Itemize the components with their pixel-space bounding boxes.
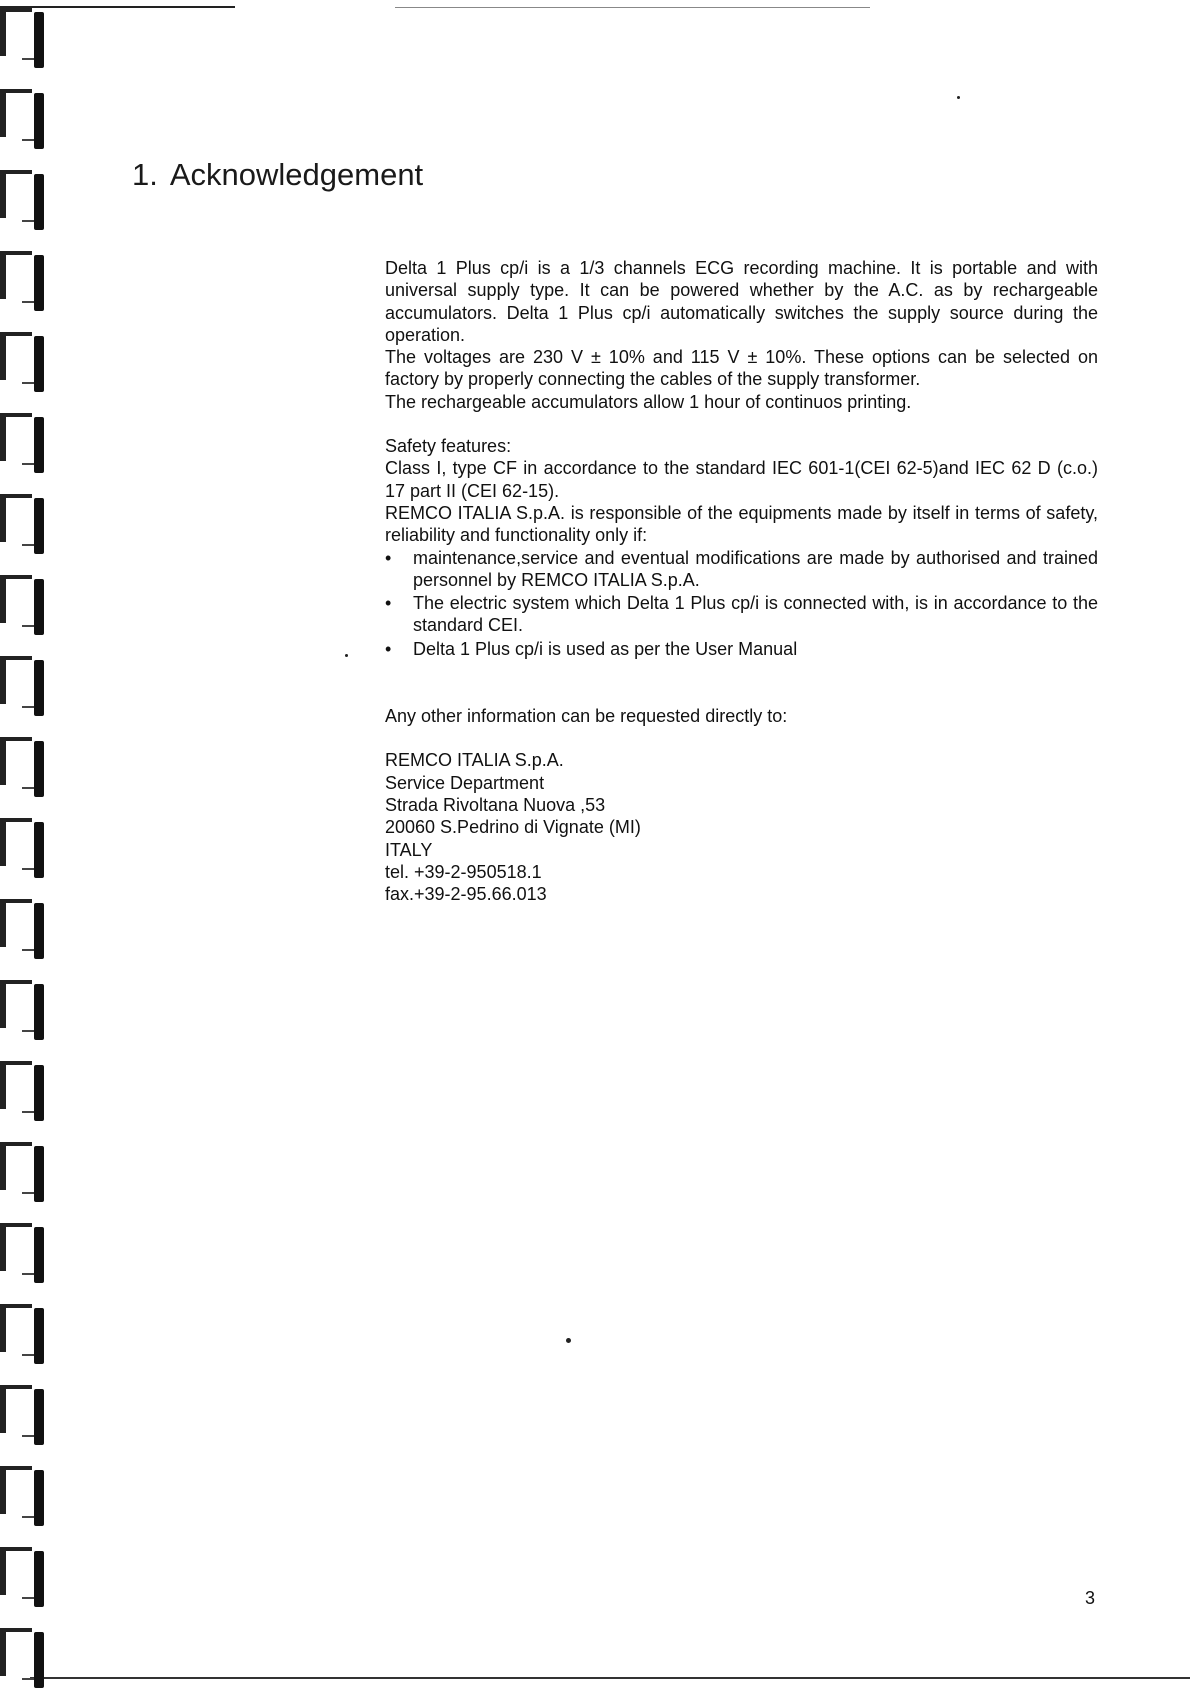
binding-ring (0, 656, 48, 716)
binding-ring-stub (0, 903, 6, 947)
binding-ring-bar (34, 579, 44, 635)
binding-ring-tick (22, 787, 34, 789)
binding-ring-bar (34, 822, 44, 878)
binding-ring-bar (34, 1632, 44, 1688)
intro-paragraph-2: The voltages are 230 V ± 10% and 115 V ± 10%. These options can be selected on factory by properly connecting the cables of the supply transformer. (385, 347, 1098, 390)
safety-label: Safety features: (385, 436, 512, 457)
binding-ring-tick (22, 1111, 34, 1113)
binding-ring-tick (22, 544, 34, 546)
intro-paragraph-3: The rechargeable accumulators allow 1 hour of continuos printing. (385, 391, 912, 412)
binding-ring-stub (0, 255, 6, 299)
page-heading (132, 157, 423, 193)
binding-ring-tick (22, 1516, 34, 1518)
binding-ring (0, 1223, 48, 1283)
binding-ring (0, 1628, 48, 1688)
binding-ring-bar (34, 1227, 44, 1283)
binding-ring-tick (22, 1678, 34, 1680)
binding-ring-stub (0, 12, 6, 56)
scan-line-bottom (30, 1677, 1190, 1679)
binding-ring-tick (22, 1597, 34, 1599)
binding-ring (0, 899, 48, 959)
binding-ring-bar (34, 93, 44, 149)
binding-ring-stub (0, 336, 6, 380)
binding-ring-bar (34, 660, 44, 716)
list-item: • Delta 1 Plus cp/i is used as per the User Manual (385, 638, 798, 659)
page-number: 3 (1085, 1588, 1096, 1608)
binding-ring-bar (34, 12, 44, 68)
scan-speck (566, 1338, 571, 1343)
binding-ring-bar (34, 1146, 44, 1202)
binding-ring-tick (22, 1192, 34, 1194)
binding-ring (0, 1547, 48, 1607)
binding-ring-stub (0, 1389, 6, 1433)
binding-ring (0, 1061, 48, 1121)
binding-ring-bar (34, 255, 44, 311)
binding-ring-stub (0, 417, 6, 461)
contact-address (385, 749, 1098, 905)
list-item: • maintenance,service and eventual modifications are made by authorised and trained personnel by REMCO ITALIA S.p.A. (385, 547, 1098, 590)
binding-ring-bar (34, 1551, 44, 1607)
bullet-icon: • (385, 547, 392, 568)
binding-ring (0, 8, 48, 68)
address-line: 20060 S.Pedrino di Vignate (MI) (385, 817, 641, 838)
binding-ring (0, 1304, 48, 1364)
binding-ring-tick (22, 949, 34, 951)
binding-ring-bar (34, 1308, 44, 1364)
main-content (385, 257, 1098, 905)
binding-ring-bar (34, 903, 44, 959)
binding-ring (0, 413, 48, 473)
address-line: ITALY (385, 839, 433, 860)
binding-ring-tick (22, 706, 34, 708)
binding-ring (0, 89, 48, 149)
heading-number: 1. (132, 156, 158, 192)
binding-ring-stub (0, 93, 6, 137)
binding-ring (0, 332, 48, 392)
binding-ring-tick (22, 382, 34, 384)
binding-ring (0, 980, 48, 1040)
binding-ring-stub (0, 741, 6, 785)
binding-ring (0, 575, 48, 635)
binding-ring (0, 494, 48, 554)
binding-ring-stub (0, 1227, 6, 1271)
scan-line-top-right (395, 7, 870, 8)
binding-ring-bar (34, 174, 44, 230)
scan-speck (957, 96, 960, 99)
safety-responsibility: REMCO ITALIA S.p.A. is responsible of the equipments made by itself in terms of safety, reliability and functionality only if: (385, 502, 1098, 546)
binding-ring-tick (22, 58, 34, 60)
binding-ring-tick (22, 1273, 34, 1275)
binding-ring-bar (34, 417, 44, 473)
spiral-binding (0, 0, 50, 1688)
binding-ring-stub (0, 174, 6, 218)
binding-ring (0, 737, 48, 797)
binding-ring-stub (0, 498, 6, 542)
address-line: Service Department (385, 772, 545, 793)
binding-ring (0, 170, 48, 230)
intro-paragraph-1: Delta 1 Plus cp/i is a 1/3 channels ECG recording machine. It is portable and with universal supply type. It can be powered whether by the A.C. as by rechargeable accumulators. Delta 1 Plus cp/i automatically switches the supply source during the operation. (385, 258, 1098, 345)
binding-ring-tick (22, 1435, 34, 1437)
binding-ring (0, 1385, 48, 1445)
binding-ring-stub (0, 1308, 6, 1352)
binding-ring-bar (34, 336, 44, 392)
binding-ring-stub (0, 1551, 6, 1595)
binding-ring-bar (34, 1389, 44, 1445)
binding-ring-tick (22, 301, 34, 303)
address-line: tel. +39-2-950518.1 (385, 861, 542, 882)
binding-ring-bar (34, 1470, 44, 1526)
binding-ring-bar (34, 741, 44, 797)
contact-intro: Any other information can be requested directly to: (385, 706, 788, 727)
binding-ring-bar (34, 984, 44, 1040)
binding-ring-stub (0, 1470, 6, 1514)
binding-ring (0, 1142, 48, 1202)
binding-ring-stub (0, 1065, 6, 1109)
scan-speck (345, 654, 348, 657)
binding-ring-bar (34, 1065, 44, 1121)
address-line: Strada Rivoltana Nuova ,53 (385, 794, 606, 815)
binding-ring-tick (22, 625, 34, 627)
binding-ring-stub (0, 822, 6, 866)
binding-ring-stub (0, 1632, 6, 1676)
binding-ring-tick (22, 139, 34, 141)
safety-conditions-list (385, 547, 1098, 660)
binding-ring-tick (22, 463, 34, 465)
address-line: REMCO ITALIA S.p.A. (385, 750, 564, 771)
binding-ring-tick (22, 1030, 34, 1032)
binding-ring-tick (22, 1354, 34, 1356)
binding-ring (0, 1466, 48, 1526)
bullet-icon: • (385, 638, 392, 659)
binding-ring-stub (0, 1146, 6, 1190)
binding-ring (0, 818, 48, 878)
binding-ring-stub (0, 984, 6, 1028)
address-line: fax.+39-2-95.66.013 (385, 884, 547, 905)
binding-ring-tick (22, 220, 34, 222)
binding-ring-bar (34, 498, 44, 554)
binding-ring-stub (0, 660, 6, 704)
binding-ring-stub (0, 579, 6, 623)
list-item: • The electric system which Delta 1 Plus cp/i is connected with, is in accordance to the standard CEI. (385, 593, 1098, 636)
binding-ring (0, 251, 48, 311)
binding-ring-tick (22, 868, 34, 870)
safety-class-text: Class I, type CF in accordance to the standard IEC 601-1(CEI 62-5)and IEC 62 D (c.o.) 17 part II (CEI 62-15). (385, 458, 1098, 501)
heading-title: Acknowledgement (169, 156, 424, 192)
bullet-icon: • (385, 593, 392, 614)
